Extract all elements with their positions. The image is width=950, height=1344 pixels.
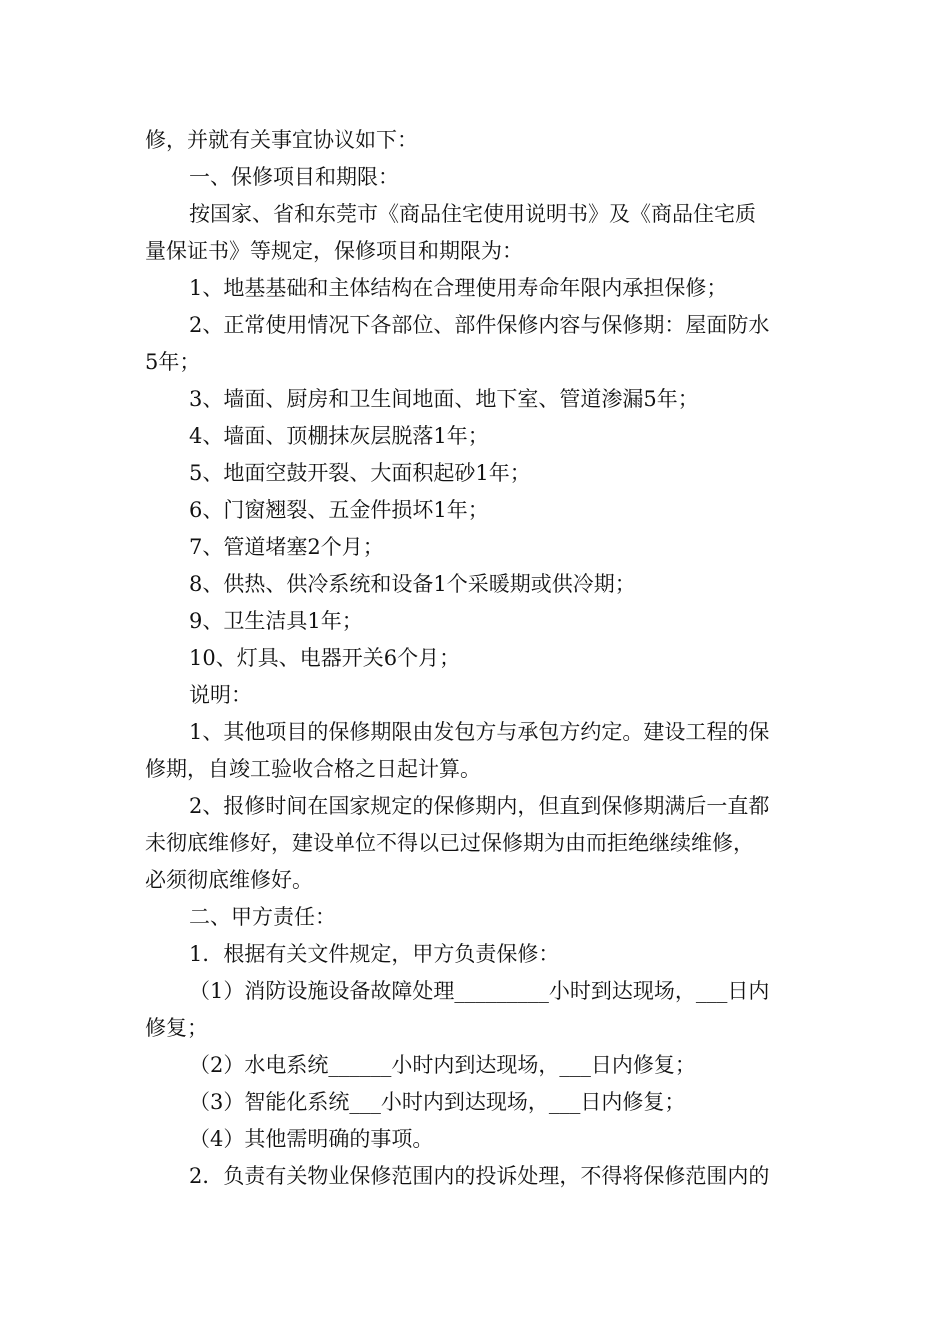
text-line: 未彻底维修好，建设单位不得以已过保修期为由而拒绝继续维修， xyxy=(145,831,754,855)
text-line: 修复； xyxy=(145,1016,208,1040)
note-item: 1、其他项目的保修期限由发包方与承包方约定。建设工程的保 xyxy=(189,720,770,744)
list-item: 3、墙面、厨房和卫生间地面、地下室、管道渗漏5年； xyxy=(189,387,699,411)
list-item: 7、管道堵塞2个月； xyxy=(189,535,384,559)
list-item: 9、卫生洁具1年； xyxy=(189,609,363,633)
text-line: 5年； xyxy=(145,350,201,374)
sub-item: （3）智能化系统___小时内到达现场，___日内修复； xyxy=(189,1090,686,1114)
list-item: 1、地基基础和主体结构在合理使用寿命年限内承担保修； xyxy=(189,276,728,300)
list-item: 10、灯具、电器开关6个月； xyxy=(189,646,461,670)
list-item: 5、地面空鼓开裂、大面积起砂1年； xyxy=(189,461,531,485)
sub-item: （1）消防设施设备故障处理_________小时到达现场，___日内 xyxy=(189,979,770,1003)
sub-item: （4）其他需明确的事项。 xyxy=(189,1127,434,1151)
list-item: 1．根据有关文件规定，甲方负责保修： xyxy=(189,942,560,966)
section-heading: 一、保修项目和期限： xyxy=(189,165,399,189)
note-heading: 说明： xyxy=(189,683,252,707)
list-item: 2、正常使用情况下各部位、部件保修内容与保修期：屋面防水 xyxy=(189,313,770,337)
list-item: 4、墙面、顶棚抹灰层脱落1年； xyxy=(189,424,489,448)
section-heading: 二、甲方责任： xyxy=(189,905,336,929)
text-line: 修期，自竣工验收合格之日起计算。 xyxy=(145,757,481,781)
text-line: 必须彻底维修好。 xyxy=(145,868,313,892)
note-item: 2、报修时间在国家规定的保修期内，但直到保修期满后一直都 xyxy=(189,794,770,818)
text-line: 量保证书》等规定，保修项目和期限为： xyxy=(145,239,523,263)
list-item: 8、供热、供冷系统和设备1个采暖期或供冷期； xyxy=(189,572,636,596)
text-line: 按国家、省和东莞市《商品住宅使用说明书》及《商品住宅质 xyxy=(189,202,756,226)
text-line: 修，并就有关事宜协议如下： xyxy=(145,128,418,152)
sub-item: （2）水电系统______小时内到达现场，___日内修复； xyxy=(189,1053,696,1077)
list-item: 2．负责有关物业保修范围内的投诉处理，不得将保修范围内的 xyxy=(189,1164,770,1188)
list-item: 6、门窗翘裂、五金件损坏1年； xyxy=(189,498,489,522)
